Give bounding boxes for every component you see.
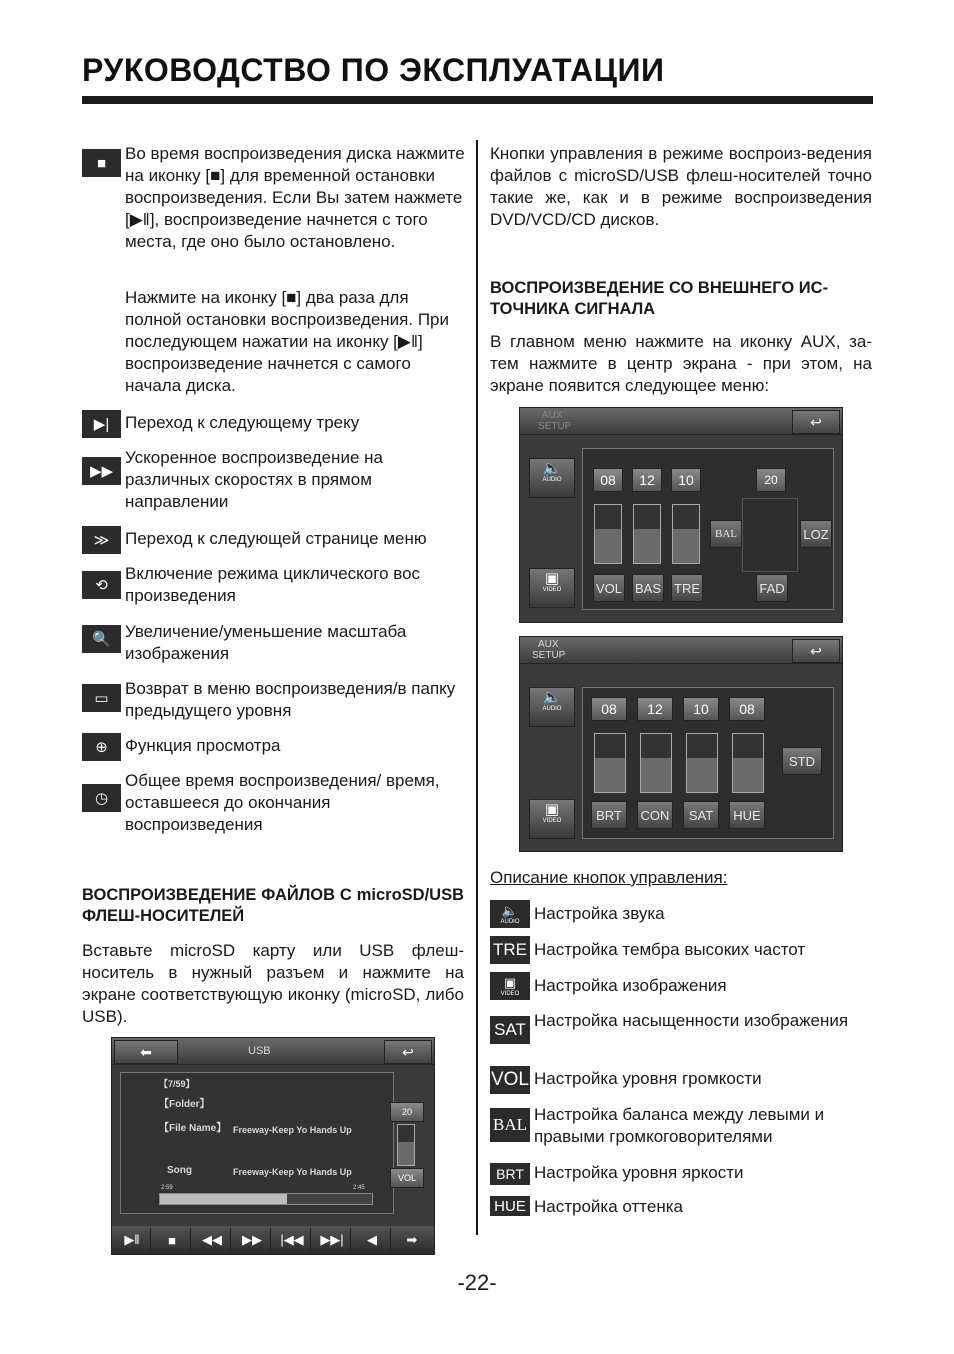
audio-tab-button[interactable]: 🔈 AUDIO [529,458,575,498]
con-value: 12 [637,697,673,721]
rewind-button[interactable]: ◀◀ [194,1228,231,1252]
usb-file-label: 【File Name】 [159,1123,227,1134]
list-item-text: Функция просмотра [125,736,281,755]
usb-control-bar [112,1226,434,1254]
vol-value: 08 [593,468,623,492]
legend-title: Описание кнопок управления: [490,868,728,887]
brt-value: 08 [591,697,627,721]
loz-button[interactable]: LOZ [800,520,832,548]
tre-icon: TRE [490,936,530,964]
brt-button[interactable]: BRT [591,801,627,829]
next-page-button[interactable]: ➡ [406,1232,418,1247]
legend-text: Настройка изображения [534,976,727,995]
stop-paragraph-1: Во время воспроизведения диска нажмите на иконку [■] для временной остановки воспроизведения. Если Вы затем нажмете [▶ǁ], воспроизведение начнется с того места, где оно было остановлено. [125,144,465,251]
page-number: -22- [457,1270,497,1295]
aux-screen-top-bar [520,408,842,435]
fast-forward-button[interactable]: ▶▶ [234,1228,271,1252]
stop-section-2 [82,287,467,397]
aux-back-button[interactable]: ↩ [792,639,840,663]
volume-icon[interactable]: ◀ [354,1228,391,1252]
tre-value: 10 [671,468,701,492]
fad-value: 20 [756,468,786,492]
list-item [82,621,467,665]
page-title: РУКОВОДСТВО ПО ЭКСПЛУАТАЦИИ [82,52,665,88]
legend-text: Настройка уровня яркости [534,1163,744,1182]
usb-time-elapsed: 2:59 [161,1185,173,1191]
legend-item [490,900,872,928]
aux-video-screen [519,636,843,852]
brt-icon: BRT [490,1163,530,1185]
aux-back-button[interactable]: ↩ [792,410,840,434]
hue-slider[interactable] [732,733,764,793]
usb-info-panel [120,1072,394,1214]
audio-tab-button[interactable]: 🔈 AUDIO [529,687,575,727]
video-tab-button[interactable]: ▣ VIDEO [529,799,575,839]
usb-volume-slider[interactable] [397,1124,415,1166]
std-button[interactable]: STD [782,747,822,775]
video-tab-button[interactable]: ▣ VIDEO [529,568,575,608]
list-item-text: Переход к следующему треку [125,413,360,432]
repeat-icon: ⟲ [82,571,121,599]
aux-screen-top-bar [520,637,842,664]
fast-forward-icon: ▶▶ [82,457,121,485]
list-item-text: Возврат в меню воспроизведения/в папку предыдущего уровня [125,679,456,720]
list-item-text: Включение режима циклического вос произведения [125,564,421,605]
usb-song-value: Freeway-Keep Yo Hands Up [233,1167,352,1177]
aux-label: AUX [538,639,559,650]
balance-fader-pad[interactable] [742,498,798,572]
usb-track-counter: 【7/59】 [159,1079,195,1089]
list-item-text: Переход к следующей странице меню [125,529,427,548]
aux-heading: ВОСПРОИЗВЕДЕНИЕ СО ВНЕШНЕГО ИС-ТОЧНИКА СИГНАЛА [490,279,829,318]
aux-audio-screen [519,407,843,623]
play-pause-button[interactable]: ▶ǁ [114,1228,151,1252]
brt-slider[interactable] [594,733,626,793]
legend-item [490,1104,872,1152]
list-item [82,563,467,607]
legend-item [490,1066,872,1094]
bas-button[interactable]: BAS [632,574,664,602]
next-track-button[interactable]: ▶▶| [314,1228,351,1252]
usb-song-label: Song [167,1165,192,1176]
vol-slider[interactable] [594,504,622,564]
usb-progress-fill [160,1194,287,1204]
preview-icon: ⊕ [82,733,121,761]
legend-item [490,1196,872,1220]
hue-icon: HUE [490,1196,530,1216]
bas-value: 12 [632,468,662,492]
usb-folder-label: 【Folder】 [159,1099,210,1110]
legend-text: Настройка тембра высоких частот [534,940,806,959]
intro-text: Кнопки управления в режиме воспроиз-ведения файлов с microSD/USB флеш-носителей точно такие же, как и в режиме воспроизведения DVD/VCD/CD дисков. [490,144,872,229]
video-icon: ▣ VIDEO [490,972,530,1000]
usb-heading: ВОСПРОИЗВЕДЕНИЕ ФАЙЛОВ С microSD/USB ФЛЕШ-НОСИТЕЛЕЙ [82,886,464,925]
stop-button[interactable]: ■ [154,1228,191,1252]
zoom-icon: 🔍 [82,625,121,653]
column-divider [476,140,478,1235]
next-track-icon: ▶| [82,410,121,438]
vol-button[interactable]: VOL [593,574,625,602]
tre-button[interactable]: TRE [671,574,703,602]
audio-icon: 🔈 AUDIO [490,900,530,928]
usb-time-total: 2:45 [353,1185,365,1191]
list-item [82,447,467,513]
legend-item [490,936,872,964]
usb-volume-button[interactable]: VOL [390,1168,424,1188]
usb-progress-bar[interactable] [159,1193,373,1205]
sat-button[interactable]: SAT [683,801,719,829]
legend-text: Настройка оттенка [534,1197,683,1216]
setup-label: SETUP [538,421,572,432]
bal-button[interactable]: BAL [710,520,742,548]
sat-slider[interactable] [686,733,718,793]
sat-value: 10 [683,697,719,721]
usb-screen [111,1037,435,1255]
folder-icon: ▭ [82,684,121,712]
con-button[interactable]: CON [637,801,673,829]
sat-icon: SAT [490,1016,530,1044]
setup-label: SETUP [532,650,566,661]
legend-text: Настройка звука [534,904,665,923]
usb-file-value: Freeway-Keep Yo Hands Up [233,1125,352,1135]
previous-track-button[interactable]: |◀◀ [274,1228,311,1252]
aux-label: AUX [542,410,563,421]
legend-item [490,1010,872,1058]
usb-screen-title: USB [248,1045,271,1057]
stop-icon: ■ [82,149,121,177]
hue-button[interactable]: HUE [729,801,765,829]
stop-section [82,143,467,273]
next-page-icon: ≫ [82,526,121,554]
list-item [82,410,467,438]
list-item [82,770,467,836]
vol-icon: VOL [490,1066,530,1094]
hue-value: 08 [729,697,765,721]
legend-text: Настройка баланса между левыми и правыми громкоговорителями [534,1105,825,1146]
legend-item [490,972,872,1000]
legend-text: Настройка насыщенности изображения [534,1011,849,1030]
usb-back-button[interactable]: ↩ [384,1040,432,1064]
list-item [82,678,467,722]
legend-text: Настройка уровня громкости [534,1069,762,1088]
tre-slider[interactable] [672,504,700,564]
usb-home-button[interactable]: ⬅ [114,1040,178,1064]
list-item-text: Ускоренное воспроизведение на различных скоростях в прямом направлении [125,448,383,511]
usb-volume-value: 20 [390,1102,424,1122]
list-item [82,733,467,761]
list-item-text: Общее время воспроизведения/ время, оставшееся до окончания воспроизведения [125,771,440,834]
clock-icon: ◷ [82,784,121,812]
usb-text: Вставьте microSD карту или USB флеш-носитель в нужный разъем и нажмите на экране соответствующую иконку (microSD, либо USB). [82,941,464,1026]
list-item-text: Увеличение/уменьшение масштаба изображения [125,622,407,663]
aux-text: В главном меню нажмите на иконку AUX, за-тем нажмите в центр экрана - при этом, на экране появится следующее меню: [490,332,872,395]
bas-slider[interactable] [633,504,661,564]
con-slider[interactable] [640,733,672,793]
bal-icon: BAL [490,1108,530,1142]
fad-button[interactable]: FAD [756,574,788,602]
header-rule [82,96,873,104]
stop-paragraph-2: Нажмите на иконку [■] два раза для полной остановки воспроизведения. При последующем нажатии на иконку [▶ǁ] воспроизведение начнется с самого начала диска. [125,288,450,395]
list-item [82,526,467,554]
usb-screen-top-bar [112,1038,434,1065]
legend-item [490,1161,872,1187]
